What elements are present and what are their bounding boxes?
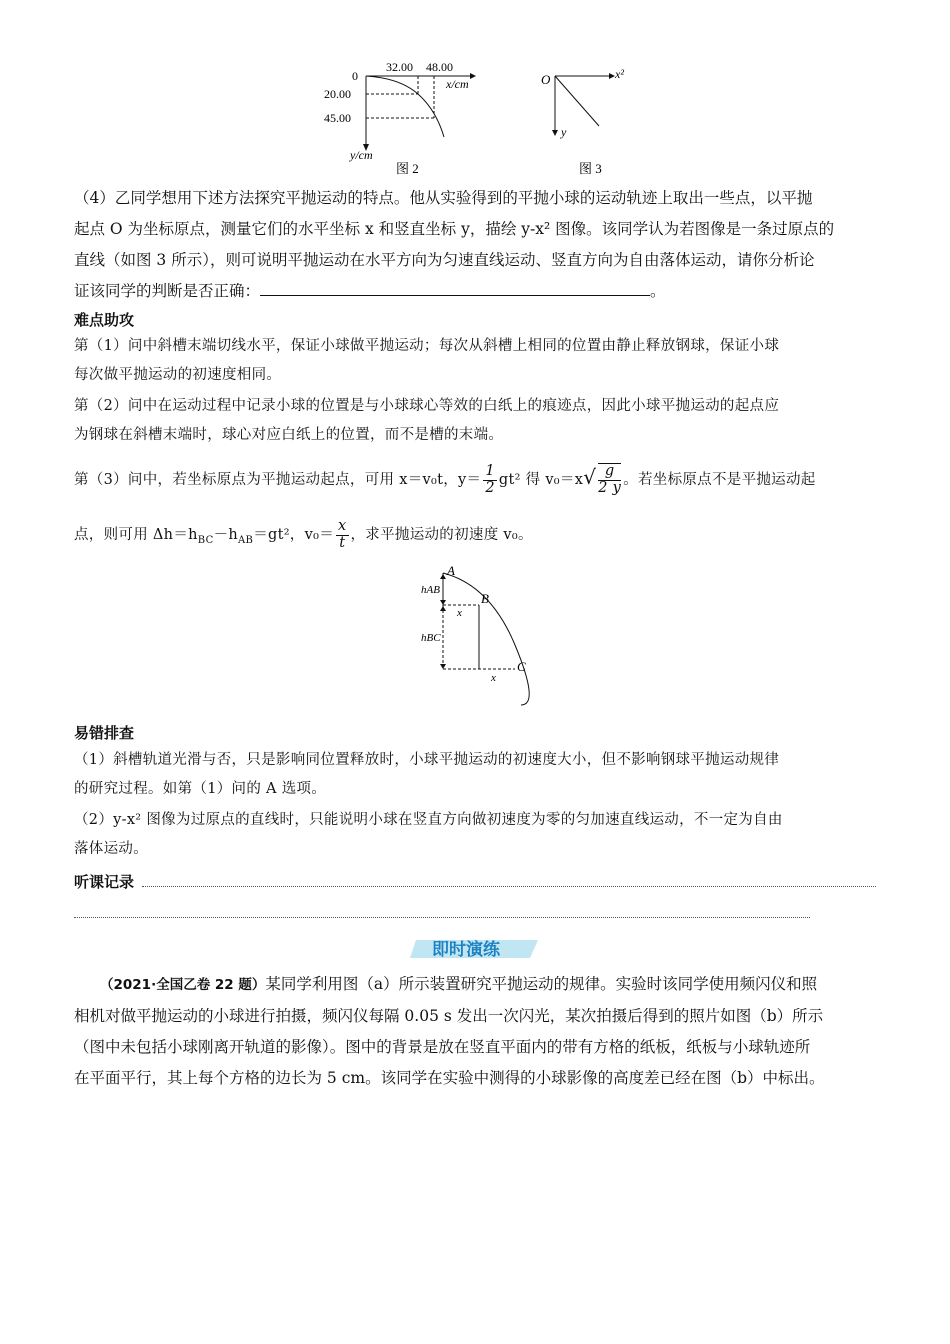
fig2-caption: 图 2 xyxy=(396,161,419,176)
answer-blank[interactable] xyxy=(260,277,650,296)
label-x-2: x xyxy=(491,672,496,684)
fig2-origin: 0 xyxy=(352,69,358,83)
q4-line-3: 直线（如图 3 所示），则可说明平抛运动在水平方向为匀速直线运动、竖直方向为自由落体运动，请你分析论 xyxy=(74,251,815,269)
figure-2 xyxy=(324,56,490,181)
point-c: C xyxy=(517,659,526,674)
q4-paragraph xyxy=(74,183,880,307)
practice-line-2: 相机对做平抛运动的小球进行拍摄，频闪仪每隔 0.05 s 发出一次闪光，某次拍摄后得到的照片如图（b）所示 xyxy=(74,1007,824,1025)
fig3-ylabel: y xyxy=(561,125,567,139)
practice-paragraph xyxy=(74,969,880,1094)
notes-title: 听课记录 xyxy=(74,873,135,891)
fig2-ytick-2: 45.00 xyxy=(324,111,351,125)
difficulty-p3: 第（3）问中，若坐标原点为平抛运动起点，可用 x＝v₀t，y＝ $\frac{1}{2}$ gt² 得 v₀＝x√ $\frac{g}{2 y}$ 。若坐标原点不是平抛运动起 xyxy=(74,462,816,496)
q4-line-2: 起点 O 为坐标原点，测量它们的水平坐标 x 和竖直坐标 y，描绘 y-x² 图像。该同学认为若图像是一条过原点的 xyxy=(74,220,835,238)
frac-one-half: $\frac{1}{2}$ xyxy=(485,462,495,496)
fig3-origin: O xyxy=(541,72,551,87)
errors-title: 易错排查 xyxy=(74,724,135,742)
notes-line-1[interactable] xyxy=(142,886,876,887)
frac-x-over-t: $\frac{x}{t}$ xyxy=(338,517,347,551)
fig2-xtick-1: 32.00 xyxy=(386,60,413,74)
errors-p2: （2）y-x² 图像为过原点的直线时，只能说明小球在竖直方向做初速度为零的匀加速直线运动，不一定为自由 落体运动。 xyxy=(74,812,783,857)
practice-source: （2021·全国乙卷 22 题） xyxy=(100,977,266,993)
point-b: B xyxy=(481,591,489,606)
practice-line-1: （2021·全国乙卷 22 题）某同学利用图（a）所示装置研究平抛运动的规律。实验时该同学使用频闪仪和照 xyxy=(100,975,818,993)
practice-banner-text: 即时演练 xyxy=(432,940,500,960)
fig2-xlabel: x/cm xyxy=(446,77,469,91)
label-h-ab: hAB xyxy=(421,584,440,596)
fig2-ytick-1: 20.00 xyxy=(324,87,351,101)
practice-line-3: （图中未包括小球刚离开轨道的影像）。图中的背景是放在竖直平面内的带有方格的纸板，纸板与小球轨迹所 xyxy=(74,1038,811,1056)
difficulty-p4: 点，则可用 $\Delta h=h_{BC}-h_{AB}=gt^2$，v₀＝ $\frac{x}{t}$ ，求平抛运动的初速度 v₀。 xyxy=(74,517,533,551)
figure-trajectory xyxy=(415,565,545,707)
errors-p1: （1）斜槽轨道光滑与否，只是影响同位置释放时，小球平抛运动的初速度大小，但不影响钢球平抛运动规律 的研究过程。如第（1）问的 A 选项。 xyxy=(74,752,780,797)
fig3-xlabel: x² xyxy=(615,67,624,81)
difficulty-title: 难点助攻 xyxy=(74,311,135,329)
notes-line-2[interactable] xyxy=(74,917,810,918)
label-x-1: x xyxy=(457,607,462,619)
practice-line-4: 在平面平行，其上每个方格的边长为 5 cm。该同学在实验中测得的小球影像的高度差已经在图（b）中标出。 xyxy=(74,1069,825,1087)
point-a: A xyxy=(447,563,455,578)
difficulty-p1: 第（1）问中斜槽末端切线水平，保证小球做平抛运动；每次从斜槽上相同的位置由静止释放钢球，保证小球 每次做平抛运动的初速度相同。 xyxy=(74,338,780,383)
label-h-bc: hBC xyxy=(421,632,441,644)
q4-line-4: 证该同学的判断是否正确： 。 xyxy=(74,276,880,307)
sqrt-g-over-2y: $\frac{g}{2 y}$ xyxy=(598,463,622,496)
fig3-caption: 图 3 xyxy=(579,161,602,176)
difficulty-p2: 第（2）问中在运动过程中记录小球的位置是与小球球心等效的白纸上的痕迹点，因此小球平抛运动的起点应 为钢球在斜槽末端时，球心对应白纸上的位置，而不是槽的末端。 xyxy=(74,398,780,443)
figure-3 xyxy=(535,56,645,181)
fig2-ylabel: y/cm xyxy=(350,148,373,162)
q4-line-1: （4）乙同学想用下述方法探究平抛运动的特点。他从实验得到的平抛小球的运动轨迹上取出一些点，以平抛 xyxy=(74,189,813,207)
fig2-xtick-2: 48.00 xyxy=(426,60,453,74)
practice-banner xyxy=(410,934,538,962)
